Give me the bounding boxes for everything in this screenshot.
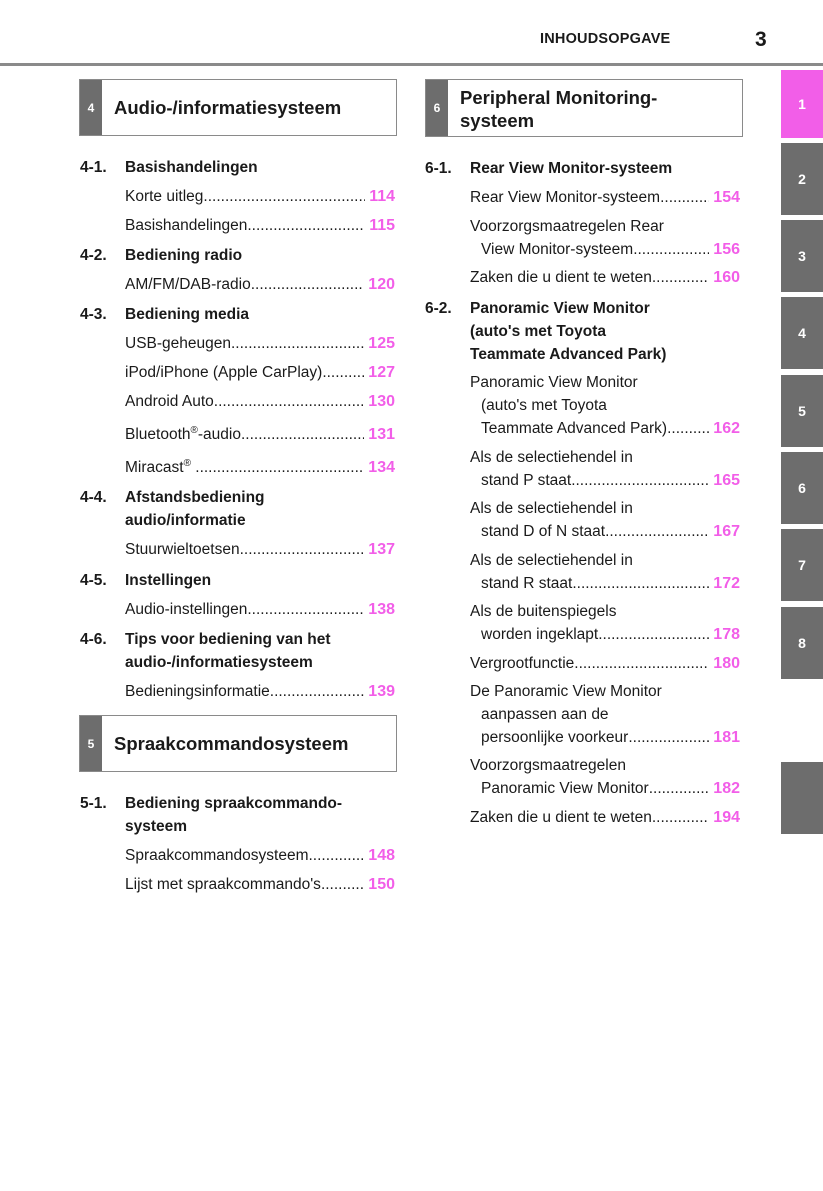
subsection-title: Basishandelingen — [125, 159, 258, 176]
chapter-tab-8[interactable]: 8 — [781, 607, 823, 679]
page-link[interactable]: 165 — [713, 472, 740, 489]
subsection-title: Afstandsbediening — [125, 489, 265, 506]
section-title: Audio-/informatiesysteem — [114, 97, 342, 118]
entry-label: Basishandelingen — [125, 217, 248, 234]
toc-entry[interactable] — [470, 680, 740, 749]
toc-entry[interactable] — [470, 371, 740, 440]
page-link[interactable]: 181 — [713, 729, 740, 746]
page-link[interactable]: 134 — [368, 459, 395, 476]
entry-label: Zaken die u dient te weten — [470, 809, 652, 826]
chapter-tab-2[interactable]: 2 — [781, 143, 823, 215]
chapter-tab-1[interactable]: 1 — [781, 70, 823, 138]
entry-label: stand D of N staat — [481, 523, 606, 540]
toc-entry[interactable] — [470, 497, 740, 543]
section-6-header — [425, 79, 743, 137]
entry-label: iPod/iPhone (Apple CarPlay) — [125, 364, 323, 381]
entry-label: Panoramic View Monitor — [481, 780, 649, 797]
entry-label-line1: Voorzorgsmaatregelen Rear — [470, 218, 664, 235]
section-number: 6 — [426, 80, 448, 136]
subsection-number: 4-5. — [80, 572, 107, 589]
section-4-header — [79, 79, 397, 136]
page-link[interactable]: 114 — [369, 188, 395, 205]
subsection-title: Bediening spraakcommando- — [125, 795, 343, 812]
entry-label: Spraakcommandosysteem — [125, 847, 309, 864]
entry-label-line1: Voorzorgsmaatregelen — [470, 757, 626, 774]
toc-entry[interactable] — [470, 215, 740, 261]
toc-entry[interactable] — [470, 652, 740, 675]
chapter-tab-6[interactable]: 6 — [781, 452, 823, 524]
subsection-number: 4-3. — [80, 306, 107, 323]
entry-label-line1: Als de selectiehendel in — [470, 552, 633, 569]
chapter-tab-5[interactable]: 5 — [781, 375, 823, 447]
toc-entry[interactable] — [125, 361, 395, 384]
toc-entry[interactable] — [470, 600, 740, 646]
toc-entry[interactable] — [125, 680, 395, 703]
page-link[interactable]: 162 — [713, 420, 740, 437]
entry-label: Audio-instellingen — [125, 601, 248, 618]
entry-label: persoonlijke voorkeur — [481, 729, 629, 746]
entry-label: Android Auto — [125, 393, 214, 410]
subsection-title: Rear View Monitor-systeem — [470, 160, 673, 177]
toc-entry[interactable] — [125, 185, 395, 208]
page-link[interactable]: 115 — [369, 217, 395, 234]
subsection-title: Bediening media — [125, 306, 250, 323]
entry-label: Lijst met spraakcommando's — [125, 876, 321, 893]
subsection-number: 4-6. — [80, 631, 107, 648]
page-link[interactable]: 131 — [368, 426, 395, 443]
toc-entry[interactable] — [125, 332, 395, 355]
entry-label: Bluetooth®-audio — [125, 424, 241, 443]
subsection-number: 6-2. — [425, 300, 452, 317]
entry-label: AM/FM/DAB-radio — [125, 276, 251, 293]
page-link[interactable]: 154 — [713, 189, 740, 206]
entry-label-line1: Als de selectiehendel in — [470, 449, 633, 466]
entry-label: stand R staat. — [481, 575, 577, 592]
entry-label: Teammate Advanced Park) — [481, 420, 668, 437]
entry-label-line1: De Panoramic View Monitor — [470, 683, 662, 700]
subsection-title: Tips voor bediening van het — [125, 631, 331, 648]
subsection-title: Bediening radio — [125, 247, 243, 264]
entry-label: Bedieningsinformatie — [125, 683, 270, 700]
toc-entry[interactable] — [125, 273, 395, 296]
subsection-number: 6-1. — [425, 160, 452, 177]
toc-entry[interactable] — [125, 423, 395, 446]
page-link[interactable]: 138 — [368, 601, 395, 618]
subsection-title-line2: audio-/informatiesysteem — [125, 654, 313, 671]
toc-entry[interactable] — [125, 844, 395, 867]
subsection-title: Panoramic View Monitor — [470, 300, 650, 317]
page-number: 3 — [755, 28, 767, 51]
entry-label-line1: Als de selectiehendel in — [470, 500, 633, 517]
toc-entry[interactable] — [470, 266, 740, 289]
entry-label: USB-geheugen — [125, 335, 231, 352]
subsection-title: Instellingen — [125, 572, 212, 589]
entry-label-line1: Als de buitenspiegels — [470, 603, 617, 620]
page-link[interactable]: 148 — [368, 847, 395, 864]
toc-entry[interactable] — [125, 598, 395, 621]
page-link[interactable]: 172 — [713, 575, 740, 592]
section-number: 5 — [80, 716, 102, 771]
entry-label: Vergrootfunctie — [470, 655, 575, 672]
page-link[interactable]: 150 — [368, 876, 395, 893]
page-link[interactable]: 139 — [368, 683, 395, 700]
page-link[interactable]: 120 — [368, 276, 395, 293]
toc-entry[interactable] — [470, 806, 740, 829]
chapter-tab-4[interactable]: 4 — [781, 297, 823, 369]
entry-label: Zaken die u dient te weten — [470, 269, 652, 286]
toc-entry[interactable] — [125, 873, 395, 896]
subsection-number: 4-1. — [80, 159, 107, 176]
page-link[interactable]: 127 — [368, 364, 395, 381]
subsection-title-line2: systeem — [125, 818, 188, 835]
entry-label: View Monitor-systeem — [481, 241, 634, 258]
entry-label: Rear View Monitor-systeem — [470, 189, 661, 206]
header-divider — [0, 63, 823, 66]
toc-entry[interactable] — [470, 186, 740, 209]
chapter-tab-index[interactable] — [781, 762, 823, 834]
section-number: 4 — [80, 80, 102, 135]
section-title-line2: systeem — [460, 110, 535, 131]
chapter-tab-3[interactable]: 3 — [781, 220, 823, 292]
entry-label-line2: aanpassen aan de — [481, 706, 609, 723]
subsection-number: 4-4. — [80, 489, 107, 506]
entry-label-line1: Panoramic View Monitor — [470, 374, 638, 391]
entry-label: stand P staat. — [481, 472, 576, 489]
subsection-title-line2: (auto's met Toyota — [470, 323, 607, 340]
subsection-number: 5-1. — [80, 795, 107, 812]
toc-entry[interactable] — [125, 214, 395, 237]
page-link[interactable]: 130 — [368, 393, 395, 410]
section-title: Peripheral Monitoring- — [460, 87, 658, 108]
page-link[interactable]: 178 — [713, 626, 740, 643]
page-link[interactable]: 137 — [368, 541, 395, 558]
page-link[interactable]: 180 — [713, 655, 740, 672]
page-link[interactable]: 167 — [713, 523, 740, 540]
page-link[interactable]: 194 — [713, 809, 740, 826]
subsection-title-line3: Teammate Advanced Park) — [470, 346, 667, 363]
header-title: INHOUDSOPGAVE — [540, 31, 671, 47]
toc-entry[interactable] — [125, 456, 395, 479]
toc-entry[interactable] — [470, 446, 740, 492]
chapter-tab-7[interactable]: 7 — [781, 529, 823, 601]
toc-entry[interactable] — [125, 390, 395, 413]
subsection-number: 4-2. — [80, 247, 107, 264]
entry-label: Stuurwieltoetsen — [125, 541, 240, 558]
section-5-header — [79, 715, 397, 772]
entry-label: worden ingeklapt — [481, 626, 599, 643]
toc-entry[interactable] — [470, 549, 740, 595]
page-link[interactable]: 182 — [713, 780, 740, 797]
entry-label: Korte uitleg — [125, 188, 204, 205]
entry-label-line2: (auto's met Toyota — [481, 397, 607, 414]
toc-entry[interactable] — [125, 538, 395, 561]
page-link[interactable]: 156 — [713, 241, 740, 258]
subsection-title-line2: audio/informatie — [125, 512, 246, 529]
section-title: Spraakcommandosysteem — [114, 733, 349, 754]
toc-entry[interactable] — [470, 754, 740, 800]
page-link[interactable]: 125 — [368, 335, 395, 352]
page-link[interactable]: 160 — [713, 269, 740, 286]
entry-label: Miracast® — [125, 457, 191, 476]
